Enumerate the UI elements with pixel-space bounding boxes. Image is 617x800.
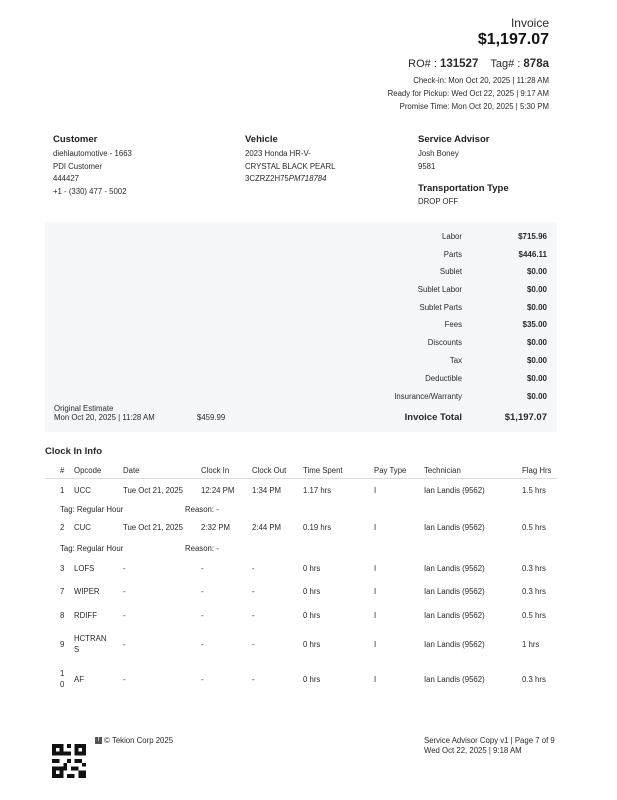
row-pay: I xyxy=(374,611,377,620)
summary-value: $0.00 xyxy=(526,338,547,347)
summary-value: $0.00 xyxy=(526,392,547,401)
ro-label: RO# xyxy=(408,58,431,70)
row-date: - xyxy=(123,611,126,620)
qr-code-icon xyxy=(52,744,86,778)
summary-label: Labor xyxy=(442,232,462,241)
reason-label: Reason: xyxy=(185,505,215,514)
row-out: - xyxy=(252,587,255,596)
row-in: - xyxy=(201,587,204,596)
row-out: - xyxy=(252,675,255,684)
advisor-title: Service Advisor xyxy=(418,134,490,145)
row-tech: Ian Landis (9562) xyxy=(424,611,485,620)
copyright-text: © Tekion Corp 2025 xyxy=(104,736,174,745)
row-flag: 0.3 hrs xyxy=(522,675,546,684)
row-out: 1:34 PM xyxy=(252,486,282,495)
promise-time: Promise Time: Mon Oct 20, 2025 | 5:30 PM xyxy=(399,102,549,111)
row-pay: I xyxy=(374,640,377,649)
row-out: 2:44 PM xyxy=(252,523,282,532)
customer-title: Customer xyxy=(53,134,98,145)
summary-value: $35.00 xyxy=(522,320,547,329)
summary-label: Discounts xyxy=(427,338,462,347)
summary-value: $0.00 xyxy=(526,356,547,365)
transport-value: DROP OFF xyxy=(418,197,459,206)
vehicle-block xyxy=(245,134,335,186)
vehicle-vin xyxy=(245,173,335,186)
column-header: Clock Out xyxy=(252,466,287,475)
row-num: 1 xyxy=(60,486,65,495)
customer-block xyxy=(53,134,132,198)
copy-info: Service Advisor Copy v1 | Page 7 of 9 xyxy=(424,736,555,745)
row-tech: Ian Landis (9562) xyxy=(424,640,485,649)
column-header: Technician xyxy=(424,466,461,475)
opcode-line: S xyxy=(74,645,80,654)
tag-label: Tag: xyxy=(60,544,75,553)
reason-label: Reason: xyxy=(185,544,215,553)
column-header: Flag Hrs xyxy=(522,466,552,475)
reason-value: - xyxy=(216,544,219,553)
invoice-amount: $1,197.07 xyxy=(477,31,549,48)
row-number-line: 0 xyxy=(60,680,65,689)
summary-label: Sublet Labor xyxy=(417,285,462,294)
invoice-title: Invoice xyxy=(510,16,549,30)
row-in: - xyxy=(201,611,204,620)
vehicle-title: Vehicle xyxy=(245,134,278,145)
row-spent: 0 hrs xyxy=(303,587,321,596)
summary-value: $0.00 xyxy=(526,303,547,312)
tag-number: 878a xyxy=(523,58,549,70)
row-flag: 1.5 hrs xyxy=(522,486,546,495)
summary-value: $715.96 xyxy=(518,232,547,241)
clock-in-title: Clock In Info xyxy=(45,446,102,457)
row-number-line: 1 xyxy=(60,669,65,678)
row-spent: 0.19 hrs xyxy=(303,523,332,532)
column-header: Pay Type xyxy=(374,466,407,475)
ready-time: Ready for Pickup: Wed Oct 22, 2025 | 9:17 AM xyxy=(387,89,549,98)
row-reason xyxy=(185,544,219,553)
row-op: AF xyxy=(74,675,84,684)
row-op: WIPER xyxy=(74,587,100,596)
row-tech: Ian Landis (9562) xyxy=(424,523,485,532)
summary-value: $0.00 xyxy=(526,267,547,276)
row-tag xyxy=(60,505,123,514)
summary-value: $0.00 xyxy=(526,285,547,294)
advisor-id: 9581 xyxy=(418,161,436,171)
advisor-block xyxy=(418,134,509,209)
row-spent: 0 hrs xyxy=(303,611,321,620)
row-op: RDIFF xyxy=(74,611,97,620)
printed-time: Wed Oct 22, 2025 | 9:18 AM xyxy=(424,746,522,755)
row-spent: 0 hrs xyxy=(303,640,321,649)
row-opcode xyxy=(74,633,107,655)
row-num: 7 xyxy=(60,587,65,596)
row-tech: Ian Landis (9562) xyxy=(424,486,485,495)
column-header: Time Spent xyxy=(303,466,343,475)
row-spent: 0 hrs xyxy=(303,564,321,573)
row-op: LOFS xyxy=(74,564,95,573)
row-num: 3 xyxy=(60,564,65,573)
row-pay: I xyxy=(374,523,377,532)
row-date: - xyxy=(123,587,126,596)
copyright xyxy=(95,736,173,745)
row-op: UCC xyxy=(74,486,91,495)
tag-value: Regular Hour xyxy=(76,505,124,514)
row-date: - xyxy=(123,564,126,573)
row-num: 2 xyxy=(60,523,65,532)
summary-value: $0.00 xyxy=(526,374,547,383)
row-pay: I xyxy=(374,564,377,573)
row-tech: Ian Landis (9562) xyxy=(424,564,485,573)
row-tech: Ian Landis (9562) xyxy=(424,587,485,596)
column-header: Clock In xyxy=(201,466,230,475)
summary-label: Fees xyxy=(444,320,462,329)
tag-label: Tag# xyxy=(490,58,515,70)
vin-prefix: 3CZRZ2H75 xyxy=(245,174,289,183)
tag-label: Tag: xyxy=(60,505,75,514)
row-tech: Ian Landis (9562) xyxy=(424,675,485,684)
original-estimate-date: Mon Oct 20, 2025 | 11:28 AM xyxy=(54,413,155,422)
row-pay: I xyxy=(374,486,377,495)
column-header: Opcode xyxy=(74,466,102,475)
tag-value: Regular Hour xyxy=(76,544,124,553)
summary-label: Insurance/Warranty xyxy=(394,392,462,401)
customer-id: 444427 xyxy=(53,174,80,183)
vehicle-color: CRYSTAL BLACK PEARL xyxy=(245,161,336,171)
vehicle-model: 2023 Honda HR-V- xyxy=(245,149,311,158)
transport-title: Transportation Type xyxy=(418,183,509,194)
row-date: - xyxy=(123,640,126,649)
row-flag: 0.5 hrs xyxy=(522,523,546,532)
row-out: - xyxy=(252,640,255,649)
customer-phone: +1 - (330) 477 - 5002 xyxy=(53,186,127,196)
row-in: - xyxy=(201,564,204,573)
row-flag: 0.3 hrs xyxy=(522,587,546,596)
original-estimate-label: Original Estimate xyxy=(54,404,114,413)
row-in: - xyxy=(201,640,204,649)
row-reason xyxy=(185,505,219,514)
row-in: 12:24 PM xyxy=(201,486,235,495)
row-in: 2:32 PM xyxy=(201,523,231,532)
summary-value: $446.11 xyxy=(518,250,547,259)
table-header-divider xyxy=(45,478,557,479)
ro-number: 131527 xyxy=(439,58,479,70)
row-out: - xyxy=(252,564,255,573)
row-pay: I xyxy=(374,587,377,596)
row-date: Tue Oct 21, 2025 xyxy=(123,486,183,495)
invoice-total-label: Invoice Total xyxy=(404,412,462,423)
row-spent: 0 hrs xyxy=(303,675,321,684)
customer-name: diehlautomotive - 1663 xyxy=(53,149,132,158)
row-number xyxy=(60,668,64,690)
column-header: Date xyxy=(123,466,140,475)
summary-label: Sublet xyxy=(439,267,462,276)
column-header: # xyxy=(60,466,65,475)
summary-label: Sublet Parts xyxy=(419,303,462,312)
opcode-line: HCTRAN xyxy=(74,634,107,643)
customer-type: PDI Customer xyxy=(53,161,102,171)
tekion-logo-icon: T xyxy=(96,737,101,744)
invoice-total-value: $1,197.07 xyxy=(504,412,547,423)
original-estimate-amount: $459.99 xyxy=(197,413,226,422)
row-spent: 1.17 hrs xyxy=(303,486,332,495)
row-in: - xyxy=(201,675,204,684)
summary-label: Tax xyxy=(449,356,462,365)
vin-suffix: PM718784 xyxy=(288,174,327,183)
row-tag xyxy=(60,544,123,553)
row-flag: 0.3 hrs xyxy=(522,564,546,573)
reason-value: - xyxy=(216,505,219,514)
row-num: 8 xyxy=(60,611,65,620)
row-date: Tue Oct 21, 2025 xyxy=(123,523,183,532)
advisor-name: Josh Boney xyxy=(418,149,459,158)
ro-tag-line: RO# : 131527 Tag# : 878a xyxy=(408,58,549,70)
row-out: - xyxy=(252,611,255,620)
summary-label: Deductible xyxy=(425,374,462,383)
row-pay: I xyxy=(374,675,377,684)
checkin-time: Check-in: Mon Oct 20, 2025 | 11:28 AM xyxy=(413,76,549,85)
row-flag: 0.5 hrs xyxy=(522,611,546,620)
row-date: - xyxy=(123,675,126,684)
row-flag: 1 hrs xyxy=(522,640,540,649)
row-op: CUC xyxy=(74,523,91,532)
summary-label: Parts xyxy=(443,250,462,259)
row-num: 9 xyxy=(60,640,65,649)
